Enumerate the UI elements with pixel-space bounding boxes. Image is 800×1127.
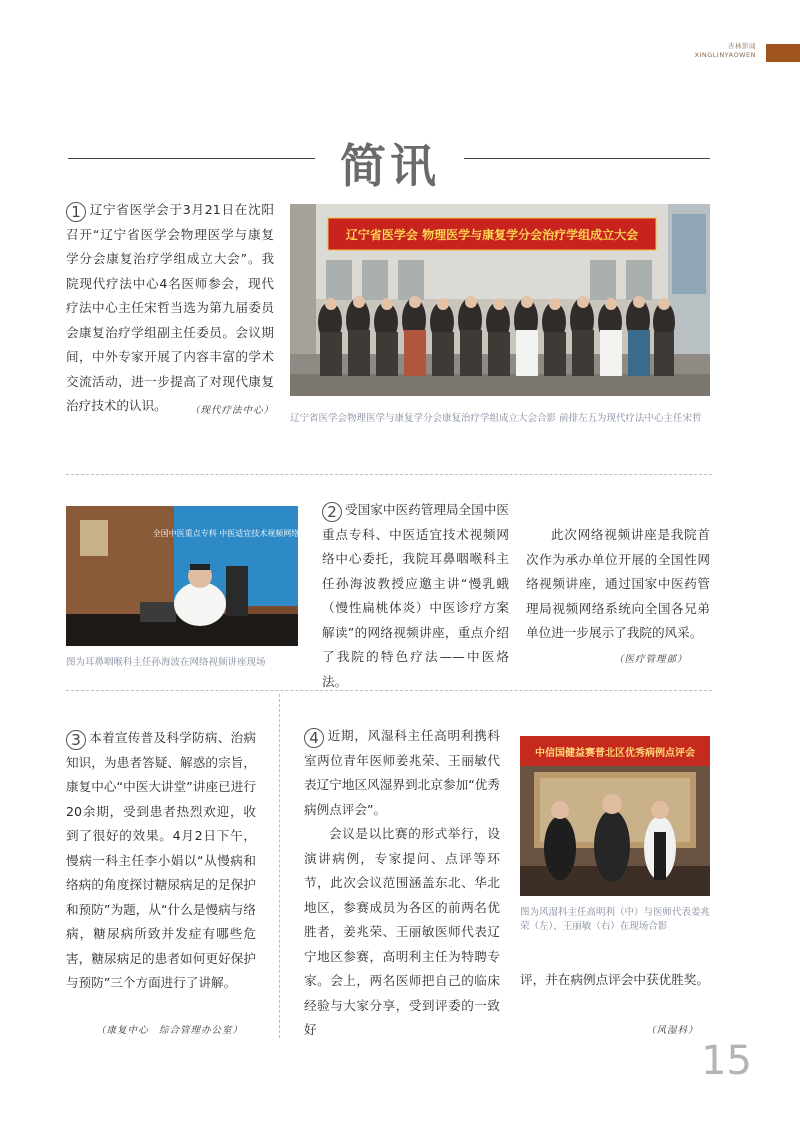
- photo-video-lecture: [66, 506, 316, 646]
- banner-text-4: 中信国健益赛普北区优秀病例点评会: [535, 748, 695, 759]
- section-divider-2: [66, 690, 712, 691]
- news-item-4: [304, 724, 500, 1043]
- item-number-4: 4: [304, 728, 324, 748]
- title-rule-left: [68, 158, 315, 159]
- news-4-text2: 会议是以比赛的形式举行，设演讲病例，专家提问、点评等环节，此次会议范围涵盖东北、华北地区，参赛成员为各区的前两名优胜者，姜兆荣、王丽敏医师代表辽宁地区参赛，高明利主任为特聘专家。会上，两名医师把自己的临床经验与大家分享，受到评委的一致好: [304, 826, 500, 1037]
- section-name-pinyin: XINGLINYAOWEN: [694, 51, 756, 59]
- header-accent-bar: [766, 44, 800, 62]
- news-2-text: 受国家中医药管理局全国中医重点专科、中医适宜技术视频网络中心委托，我院耳鼻咽喉科主任孙海波教授应邀主讲“慢乳蛾（慢性扁桃体炎）中医诊疗方案解读”的网络视频讲座，重点介绍了我院的特色疗法——中医烙法。: [322, 502, 509, 689]
- item-number-2: 2: [322, 502, 342, 522]
- title-rule-right: [464, 158, 710, 159]
- column-divider: [279, 694, 280, 1038]
- news-item-1: [66, 198, 274, 423]
- news-2-text2: 此次网络视频讲座是我院首次作为承办单位开展的全国性网络视频讲座，通过国家中医药管理局视频网络系统向全国各兄弟单位进一步展示了我院的风采。: [526, 527, 710, 640]
- banner-text-1: 辽宁省医学会 物理医学与康复学分会治疗学组成立大会: [345, 228, 639, 242]
- news-4-continuation: [520, 968, 710, 993]
- section-name-cn: 杏林影闻: [728, 42, 756, 50]
- news-4-text3: 评，并在病例点评会中获优胜奖。: [520, 972, 709, 987]
- item-number-1: 1: [66, 202, 86, 222]
- photo-caption-2: 图为耳鼻咽喉科主任孙海波在网络视频讲座现场: [66, 657, 266, 668]
- section-divider-1: [66, 474, 712, 475]
- news-2-continuation: [526, 523, 710, 646]
- news-4-source: （风湿科）: [646, 1025, 699, 1036]
- news-2-source: （医疗管理部）: [614, 654, 688, 665]
- news-3-source: （康复中心 综合管理办公室）: [96, 1025, 244, 1036]
- news-1-text: 辽宁省医学会于3月21日在沈阳召开“辽宁省医学会物理医学与康复学分会康复治疗学组成立大会”。我院现代疗法中心4名医师参会，现代疗法中心主任宋哲当选为第九届委员会康复治疗学组副主任委员。会议期间，中外专家开展了内容丰富的学术交流活动，进一步提高了对现代康复治疗技术的认识。: [66, 202, 274, 413]
- news-item-2: [322, 498, 509, 694]
- item-number-3: 3: [66, 730, 86, 750]
- photo-caption-4: 图为风湿科主任高明利（中）与医师代表姜兆荣（左）、王丽敏（右）在现场合影: [520, 907, 711, 932]
- news-1-source: （现代疗法中心）: [189, 404, 274, 416]
- photo-caption-1: 辽宁省医学会物理医学与康复学分会康复治疗学组成立大会合影 前排左五为现代疗法中心主任宋哲: [290, 413, 702, 424]
- photo-rheumatology-award: [520, 736, 710, 896]
- news-3-text: 本着宣传普及科学防病、治病知识，为患者答疑、解惑的宗旨，康复中心“中医大讲堂”讲座已进行20余期，受到患者热烈欢迎，收到了很好的效果。4月2日下午，慢病一科主任李小娟以“从慢病和络病的角度探讨糖尿病足的足保护和预防”为题，从“什么是慢病与络病，糖尿病所致并发症有哪些危害，糖尿病足的患者如何更好保护与预防”三个方面进行了讲解。: [66, 730, 256, 990]
- news-item-3: [66, 726, 256, 996]
- news-4-text: 近期，风湿科主任高明利携科室两位青年医师姜兆荣、王丽敏代表辽宁地区风湿界到北京参加“优秀病例点评会”。: [304, 728, 500, 817]
- group-photo-conference: [290, 204, 710, 396]
- page-number: 15: [701, 1038, 752, 1084]
- page-title: 简讯: [340, 139, 440, 193]
- magazine-section-label: [695, 42, 756, 60]
- screen-text: 全国中医重点专科 中医适宜技术视频网络中心: [152, 529, 316, 538]
